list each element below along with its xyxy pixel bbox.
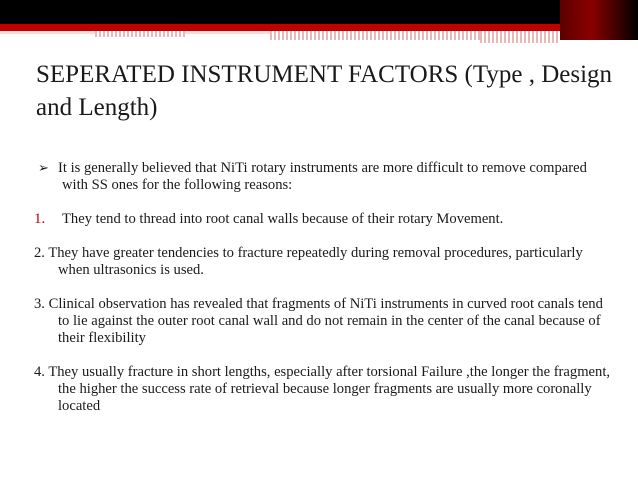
reason-2: [34, 245, 614, 279]
header-stripe-left: [95, 31, 185, 37]
reason-4-number: 4.: [34, 364, 45, 380]
slide-body: [34, 160, 614, 432]
header-band-black: [0, 0, 638, 24]
reason-1-number: 1.: [34, 211, 46, 227]
arrow-bullet-icon: ➢: [38, 161, 49, 176]
reason-2-number: 2.: [34, 245, 45, 261]
header-band-red: [0, 24, 638, 31]
reason-4: [34, 364, 614, 415]
header-stripe-middle: [270, 31, 480, 40]
reason-1-text: They tend to thread into root canal walls because of their rotary Movement.: [62, 211, 504, 227]
reason-3-number: 3.: [34, 296, 45, 312]
reason-2-text: They have greater tendencies to fracture repeatedly during removal procedures, particularly when ultrasonics is used.: [48, 245, 583, 278]
bullet-intro-text: It is generally believed that NiTi rotary instruments are more difficult to remove compared with SS ones for the following reasons:: [58, 160, 587, 193]
header-corner-block: [560, 0, 638, 40]
reason-1: [34, 211, 614, 228]
slide-title: SEPERATED INSTRUMENT FACTORS (Type , Design and Length): [36, 61, 613, 121]
reason-3: [34, 296, 614, 347]
reason-3-text: Clinical observation has revealed that fragments of NiTi instruments in curved root canals tend to lie against the outer root canal wall and do not remain in the center of the canal because of their flexibility: [48, 296, 603, 346]
reason-4-text: They usually fracture in short lengths, especially after torsional Failure ,the longer the fragment, the higher the success rate of retrieval because longer fragments are usually more coronally located: [48, 364, 611, 414]
bullet-intro: [38, 160, 614, 194]
header-stripe-right: [480, 31, 560, 43]
